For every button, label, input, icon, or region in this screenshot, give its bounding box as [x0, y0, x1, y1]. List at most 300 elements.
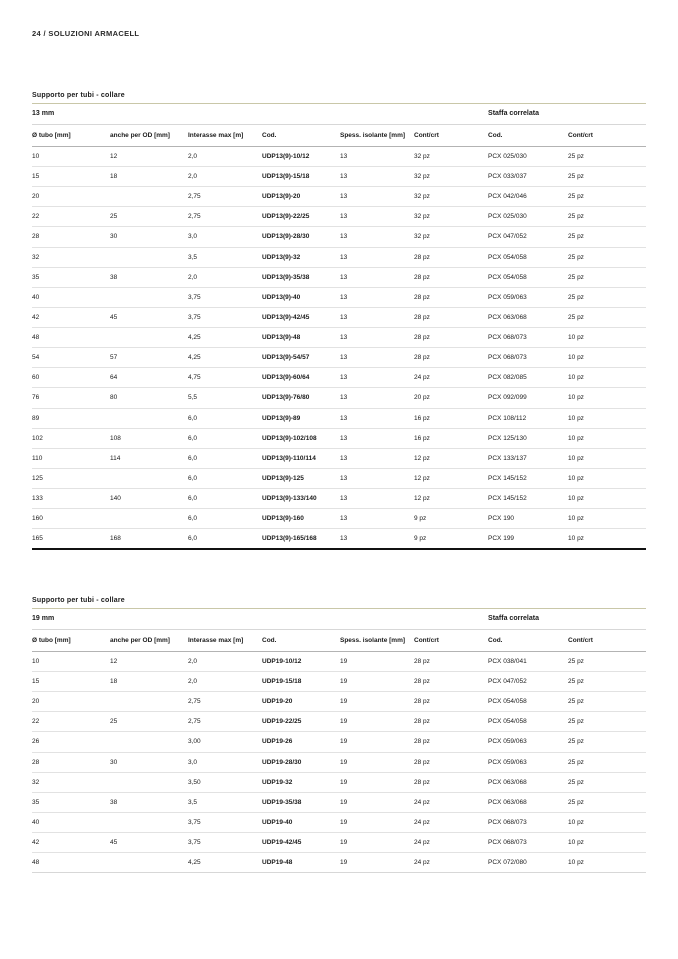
- cell-code: UDP19-10/12: [262, 651, 340, 671]
- cell-tube-diameter: 22: [32, 207, 110, 227]
- cell-quantity-per-carton: 28 pz: [414, 247, 488, 267]
- column-header-bracket-quantity: Cont/crt: [568, 124, 646, 146]
- block-title: Supporto per tubi - collare: [32, 92, 646, 104]
- cell-quantity-per-carton: 24 pz: [414, 812, 488, 832]
- cell-code: UDP13(9)-110/114: [262, 448, 340, 468]
- cell-max-spacing: 2,0: [188, 146, 262, 166]
- cell-max-spacing: 3,0: [188, 752, 262, 772]
- cell-quantity-per-carton: 28 pz: [414, 328, 488, 348]
- column-header-tube-diameter: Ø tubo [mm]: [32, 629, 110, 651]
- table-row: [32, 468, 646, 488]
- cell-tube-diameter: 160: [32, 509, 110, 529]
- cell-bracket-code: PCX 092/099: [488, 388, 568, 408]
- cell-also-for-od: 80: [110, 388, 188, 408]
- cell-bracket-quantity: 25 pz: [568, 146, 646, 166]
- column-header-bracket-code: Cod.: [488, 629, 568, 651]
- cell-tube-diameter: 125: [32, 468, 110, 488]
- cell-insulation-thickness: 13: [340, 368, 414, 388]
- table-header-row: [32, 124, 646, 146]
- cell-quantity-per-carton: 28 pz: [414, 651, 488, 671]
- cell-bracket-code: PCX 059/063: [488, 287, 568, 307]
- cell-bracket-code: PCX 108/112: [488, 408, 568, 428]
- cell-max-spacing: 2,0: [188, 672, 262, 692]
- cell-insulation-thickness: 19: [340, 651, 414, 671]
- cell-tube-diameter: 133: [32, 489, 110, 509]
- cell-max-spacing: 3,5: [188, 792, 262, 812]
- cell-code: UDP19-20: [262, 692, 340, 712]
- cell-max-spacing: 2,75: [188, 187, 262, 207]
- spec-table: [32, 609, 646, 872]
- cell-tube-diameter: 165: [32, 535, 43, 543]
- column-header-code: Cod.: [262, 124, 340, 146]
- cell-max-spacing: 3,5: [188, 247, 262, 267]
- cell-quantity-per-carton: 12 pz: [414, 468, 488, 488]
- cell-code: UDP13(9)-28/30: [262, 227, 340, 247]
- cell-max-spacing: 6,0: [188, 428, 262, 448]
- cell-code: UDP13(9)-40: [262, 287, 340, 307]
- cell-also-for-od: 140: [110, 489, 188, 509]
- cell-bracket-code: PCX 068/073: [488, 328, 568, 348]
- cell-max-spacing: 3,50: [188, 772, 262, 792]
- cell-code: UDP19-42/45: [262, 833, 340, 853]
- cell-insulation-thickness: 19: [340, 772, 414, 792]
- cell-bracket-quantity: 10 pz: [568, 859, 584, 867]
- cell-also-for-od: [110, 692, 188, 712]
- cell-also-for-od: 38: [110, 792, 188, 812]
- thickness-row: [32, 104, 646, 124]
- cell-code: UDP19-22/25: [262, 712, 340, 732]
- cell-max-spacing: 3,75: [188, 287, 262, 307]
- table-row: [32, 752, 646, 772]
- cell-quantity-per-carton: 20 pz: [414, 388, 488, 408]
- cell-bracket-code: PCX 063/068: [488, 772, 568, 792]
- cell-bracket-code: PCX 063/068: [488, 792, 568, 812]
- cell-bracket-code: PCX 054/058: [488, 247, 568, 267]
- cell-insulation-thickness: 13: [340, 287, 414, 307]
- table-row: [32, 227, 646, 247]
- cell-bracket-quantity: 10 pz: [568, 535, 584, 543]
- cell-code: UDP13(9)-102/108: [262, 428, 340, 448]
- cell-bracket-code: PCX 025/030: [488, 146, 568, 166]
- cell-insulation-thickness: 13: [340, 146, 414, 166]
- cell-insulation-thickness: 13: [340, 267, 414, 287]
- cell-quantity-per-carton: 12 pz: [414, 448, 488, 468]
- table-row: [32, 448, 646, 468]
- cell-max-spacing: 6,0: [188, 489, 262, 509]
- cell-tube-diameter: 48: [32, 859, 40, 867]
- table-row: [32, 207, 646, 227]
- thickness-label: 13 mm: [32, 104, 488, 124]
- cell-code: UDP13(9)-54/57: [262, 348, 340, 368]
- cell-bracket-quantity: 25 pz: [568, 692, 646, 712]
- table-row: [32, 853, 646, 873]
- cell-max-spacing: 3,75: [188, 307, 262, 327]
- cell-bracket-code: PCX 054/058: [488, 712, 568, 732]
- cell-also-for-od: [110, 408, 188, 428]
- cell-bracket-code: PCX 068/073: [488, 812, 568, 832]
- thickness-row: [32, 609, 646, 629]
- cell-max-spacing: 4,25: [188, 348, 262, 368]
- cell-code: UDP13(9)-35/38: [262, 267, 340, 287]
- cell-bracket-code: PCX 068/073: [488, 348, 568, 368]
- table-row: [32, 529, 646, 549]
- cell-code: UDP13(9)-20: [262, 187, 340, 207]
- cell-bracket-code: PCX 145/152: [488, 468, 568, 488]
- cell-tube-diameter: 42: [32, 307, 110, 327]
- cell-insulation-thickness: 19: [340, 712, 414, 732]
- column-header-quantity-per-carton: Cont/crt: [414, 124, 488, 146]
- cell-insulation-thickness: 19: [340, 732, 414, 752]
- cell-bracket-quantity: 25 pz: [568, 712, 646, 732]
- column-header-bracket-quantity: Cont/crt: [568, 629, 646, 651]
- table-row: [32, 307, 646, 327]
- table-row: [32, 692, 646, 712]
- table-bottom-rule: [32, 872, 646, 873]
- cell-also-for-od: [110, 732, 188, 752]
- table-row: [32, 428, 646, 448]
- table-row: [32, 348, 646, 368]
- cell-also-for-od: [110, 509, 188, 529]
- cell-bracket-quantity: 10 pz: [568, 489, 646, 509]
- table-row: [32, 328, 646, 348]
- cell-quantity-per-carton: 16 pz: [414, 428, 488, 448]
- cell-insulation-thickness: 13: [340, 408, 414, 428]
- cell-bracket-quantity: 25 pz: [568, 772, 646, 792]
- cell-max-spacing: 2,75: [188, 712, 262, 732]
- cell-code: UDP19-28/30: [262, 752, 340, 772]
- cell-also-for-od: [110, 468, 188, 488]
- cell-code: UDP13(9)-60/64: [262, 368, 340, 388]
- table-row: [32, 247, 646, 267]
- cell-bracket-quantity: 25 pz: [568, 247, 646, 267]
- cell-bracket-quantity: 10 pz: [568, 833, 646, 853]
- cell-also-for-od: 25: [110, 207, 188, 227]
- cell-insulation-thickness: 13: [340, 468, 414, 488]
- cell-bracket-code: PCX 059/063: [488, 752, 568, 772]
- cell-tube-diameter: 10: [32, 146, 110, 166]
- cell-quantity-per-carton: 28 pz: [414, 287, 488, 307]
- block-title: Supporto per tubi - collare: [32, 597, 646, 609]
- table-row: [32, 792, 646, 812]
- cell-max-spacing: 4,75: [188, 368, 262, 388]
- cell-bracket-quantity: 10 pz: [568, 468, 646, 488]
- cell-bracket-code: PCX 042/046: [488, 187, 568, 207]
- cell-insulation-thickness: 13: [340, 448, 414, 468]
- cell-bracket-code: PCX 038/041: [488, 651, 568, 671]
- table-row: [32, 732, 646, 752]
- cell-also-for-od: [110, 772, 188, 792]
- cell-quantity-per-carton: 24 pz: [414, 792, 488, 812]
- cell-also-for-od: 30: [110, 227, 188, 247]
- cell-bracket-quantity: 25 pz: [568, 672, 646, 692]
- cell-quantity-per-carton: 28 pz: [414, 752, 488, 772]
- table-row: [32, 651, 646, 671]
- cell-bracket-quantity: 10 pz: [568, 428, 646, 448]
- cell-max-spacing: 2,0: [188, 267, 262, 287]
- cell-insulation-thickness: 19: [340, 752, 414, 772]
- cell-also-for-od: [110, 287, 188, 307]
- column-header-max-spacing: Interasse max [m]: [188, 629, 262, 651]
- cell-also-for-od: 114: [110, 448, 188, 468]
- cell-insulation-thickness: 13: [340, 348, 414, 368]
- cell-insulation-thickness: 19: [340, 692, 414, 712]
- cell-quantity-per-carton: 28 pz: [414, 692, 488, 712]
- cell-tube-diameter: 35: [32, 267, 110, 287]
- cell-code: UDP13(9)-165/168: [262, 535, 317, 543]
- cell-bracket-quantity: 10 pz: [568, 408, 646, 428]
- cell-bracket-quantity: 25 pz: [568, 792, 646, 812]
- cell-tube-diameter: 35: [32, 792, 110, 812]
- cell-quantity-per-carton: 24 pz: [414, 368, 488, 388]
- cell-code: UDP19-48: [262, 859, 293, 867]
- cell-quantity-per-carton: 28 pz: [414, 732, 488, 752]
- cell-quantity-per-carton: 24 pz: [414, 833, 488, 853]
- cell-tube-diameter: 28: [32, 227, 110, 247]
- cell-bracket-quantity: 10 pz: [568, 448, 646, 468]
- cell-tube-diameter: 20: [32, 692, 110, 712]
- cell-max-spacing: 3,75: [188, 812, 262, 832]
- cell-code: UDP13(9)-10/12: [262, 146, 340, 166]
- cell-quantity-per-carton: 32 pz: [414, 167, 488, 187]
- cell-also-for-od: 18: [110, 672, 188, 692]
- cell-bracket-quantity: 10 pz: [568, 812, 646, 832]
- cell-insulation-thickness: 13: [340, 247, 414, 267]
- cell-bracket-code: PCX 199: [488, 535, 515, 543]
- cell-insulation-thickness: 19: [340, 812, 414, 832]
- cell-tube-diameter: 76: [32, 388, 110, 408]
- cell-insulation-thickness: 19: [340, 833, 414, 853]
- table-row: [32, 833, 646, 853]
- cell-bracket-quantity: 10 pz: [568, 368, 646, 388]
- cell-code: UDP13(9)-42/45: [262, 307, 340, 327]
- cell-max-spacing: 6,0: [188, 535, 198, 543]
- cell-bracket-code: PCX 054/058: [488, 692, 568, 712]
- table-row: [32, 509, 646, 529]
- cell-quantity-per-carton: 28 pz: [414, 267, 488, 287]
- cell-also-for-od: 168: [110, 535, 121, 543]
- cell-tube-diameter: 15: [32, 672, 110, 692]
- cell-bracket-code: PCX 047/052: [488, 672, 568, 692]
- cell-max-spacing: 3,00: [188, 732, 262, 752]
- column-header-insulation-thickness: Spess. isolante [mm]: [340, 124, 414, 146]
- cell-code: UDP19-40: [262, 812, 340, 832]
- cell-insulation-thickness: 13: [340, 227, 414, 247]
- cell-tube-diameter: 60: [32, 368, 110, 388]
- cell-max-spacing: 3,0: [188, 227, 262, 247]
- cell-insulation-thickness: 19: [340, 672, 414, 692]
- column-header-insulation-thickness: Spess. isolante [mm]: [340, 629, 414, 651]
- cell-tube-diameter: 32: [32, 772, 110, 792]
- thickness-label: 19 mm: [32, 609, 488, 629]
- cell-bracket-code: PCX 082/085: [488, 368, 568, 388]
- cell-quantity-per-carton: 32 pz: [414, 227, 488, 247]
- cell-also-for-od: 45: [110, 833, 188, 853]
- cell-bracket-code: PCX 125/130: [488, 428, 568, 448]
- cell-code: UDP13(9)-22/25: [262, 207, 340, 227]
- cell-also-for-od: 45: [110, 307, 188, 327]
- cell-max-spacing: 2,0: [188, 167, 262, 187]
- cell-bracket-quantity: 25 pz: [568, 732, 646, 752]
- cell-tube-diameter: 40: [32, 812, 110, 832]
- cell-tube-diameter: 26: [32, 732, 110, 752]
- cell-quantity-per-carton: 9 pz: [414, 535, 427, 543]
- table-row: [32, 388, 646, 408]
- cell-bracket-code: PCX 133/137: [488, 448, 568, 468]
- page-header: 24 / SOLUZIONI ARMACELL: [32, 29, 140, 38]
- cell-bracket-code: PCX 054/058: [488, 267, 568, 287]
- cell-also-for-od: [110, 187, 188, 207]
- cell-tube-diameter: 102: [32, 428, 110, 448]
- cell-max-spacing: 4,25: [188, 328, 262, 348]
- cell-tube-diameter: 110: [32, 448, 110, 468]
- cell-code: UDP13(9)-15/18: [262, 167, 340, 187]
- cell-insulation-thickness: 13: [340, 388, 414, 408]
- cell-bracket-quantity: 25 pz: [568, 307, 646, 327]
- cell-insulation-thickness: 13: [340, 187, 414, 207]
- cell-bracket-quantity: 25 pz: [568, 287, 646, 307]
- cell-insulation-thickness: 13: [340, 207, 414, 227]
- cell-insulation-thickness: 13: [340, 307, 414, 327]
- cell-max-spacing: 2,75: [188, 207, 262, 227]
- table-bottom-rule: [32, 548, 646, 550]
- cell-bracket-code: PCX 145/152: [488, 489, 568, 509]
- table-row: [32, 167, 646, 187]
- column-header-code: Cod.: [262, 629, 340, 651]
- cell-insulation-thickness: 13: [340, 489, 414, 509]
- cell-bracket-quantity: 10 pz: [568, 388, 646, 408]
- cell-also-for-od: [110, 812, 188, 832]
- cell-tube-diameter: 48: [32, 328, 110, 348]
- cell-bracket-code: PCX 063/068: [488, 307, 568, 327]
- cell-bracket-code: PCX 025/030: [488, 207, 568, 227]
- cell-bracket-code: PCX 072/080: [488, 859, 527, 867]
- cell-bracket-quantity: 10 pz: [568, 328, 646, 348]
- related-bracket-label: Staffa correlata: [488, 609, 646, 629]
- cell-also-for-od: 108: [110, 428, 188, 448]
- cell-code: UDP13(9)-133/140: [262, 489, 340, 509]
- cell-insulation-thickness: 19: [340, 792, 414, 812]
- cell-max-spacing: 6,0: [188, 468, 262, 488]
- cell-tube-diameter: 22: [32, 712, 110, 732]
- cell-code: UDP13(9)-76/80: [262, 388, 340, 408]
- cell-max-spacing: 6,0: [188, 448, 262, 468]
- cell-bracket-code: PCX 033/037: [488, 167, 568, 187]
- cell-tube-diameter: 20: [32, 187, 110, 207]
- cell-quantity-per-carton: 32 pz: [414, 207, 488, 227]
- cell-bracket-quantity: 25 pz: [568, 227, 646, 247]
- table-row: [32, 267, 646, 287]
- cell-insulation-thickness: 19: [340, 859, 348, 867]
- cell-also-for-od: 57: [110, 348, 188, 368]
- cell-max-spacing: 3,75: [188, 833, 262, 853]
- column-header-also-for-od: anche per OD [mm]: [110, 629, 188, 651]
- cell-max-spacing: 2,0: [188, 651, 262, 671]
- cell-bracket-quantity: 25 pz: [568, 752, 646, 772]
- cell-tube-diameter: 32: [32, 247, 110, 267]
- cell-insulation-thickness: 13: [340, 509, 414, 529]
- cell-quantity-per-carton: 12 pz: [414, 489, 488, 509]
- table-row: [32, 146, 646, 166]
- cell-bracket-quantity: 25 pz: [568, 651, 646, 671]
- related-bracket-label: Staffa correlata: [488, 104, 646, 124]
- cell-bracket-quantity: 25 pz: [568, 187, 646, 207]
- cell-insulation-thickness: 13: [340, 535, 348, 543]
- cell-tube-diameter: 54: [32, 348, 110, 368]
- cell-quantity-per-carton: 28 pz: [414, 772, 488, 792]
- cell-quantity-per-carton: 28 pz: [414, 348, 488, 368]
- column-header-max-spacing: Interasse max [m]: [188, 124, 262, 146]
- table-row: [32, 408, 646, 428]
- cell-bracket-code: PCX 068/073: [488, 833, 568, 853]
- cell-also-for-od: 30: [110, 752, 188, 772]
- cell-code: UDP13(9)-89: [262, 408, 340, 428]
- cell-also-for-od: 18: [110, 167, 188, 187]
- cell-code: UDP13(9)-48: [262, 328, 340, 348]
- cell-max-spacing: 6,0: [188, 408, 262, 428]
- cell-also-for-od: [110, 247, 188, 267]
- cell-code: UDP19-26: [262, 732, 340, 752]
- cell-bracket-quantity: 25 pz: [568, 207, 646, 227]
- cell-bracket-quantity: 10 pz: [568, 348, 646, 368]
- cell-quantity-per-carton: 9 pz: [414, 509, 488, 529]
- table-row: [32, 672, 646, 692]
- column-header-quantity-per-carton: Cont/crt: [414, 629, 488, 651]
- cell-code: UDP13(9)-125: [262, 468, 340, 488]
- cell-code: UDP19-32: [262, 772, 340, 792]
- table-row: [32, 812, 646, 832]
- cell-quantity-per-carton: 28 pz: [414, 672, 488, 692]
- cell-quantity-per-carton: 28 pz: [414, 307, 488, 327]
- cell-code: UDP19-15/18: [262, 672, 340, 692]
- cell-bracket-code: PCX 190: [488, 509, 568, 529]
- cell-bracket-quantity: 25 pz: [568, 167, 646, 187]
- cell-code: UDP13(9)-160: [262, 509, 340, 529]
- cell-tube-diameter: 89: [32, 408, 110, 428]
- table-header-row: [32, 629, 646, 651]
- cell-also-for-od: [110, 853, 188, 873]
- cell-insulation-thickness: 13: [340, 428, 414, 448]
- table-row: [32, 187, 646, 207]
- cell-code: UDP13(9)-32: [262, 247, 340, 267]
- cell-max-spacing: 6,0: [188, 509, 262, 529]
- table-row: [32, 489, 646, 509]
- table-block-19mm: [32, 597, 646, 873]
- table-row: [32, 712, 646, 732]
- cell-quantity-per-carton: 16 pz: [414, 408, 488, 428]
- cell-insulation-thickness: 13: [340, 328, 414, 348]
- table-row: [32, 772, 646, 792]
- cell-also-for-od: [110, 328, 188, 348]
- column-header-tube-diameter: Ø tubo [mm]: [32, 124, 110, 146]
- spec-table: [32, 104, 646, 548]
- cell-tube-diameter: 10: [32, 651, 110, 671]
- column-header-bracket-code: Cod.: [488, 124, 568, 146]
- cell-also-for-od: 12: [110, 651, 188, 671]
- cell-tube-diameter: 28: [32, 752, 110, 772]
- cell-tube-diameter: 40: [32, 287, 110, 307]
- cell-also-for-od: 12: [110, 146, 188, 166]
- cell-code: UDP19-35/38: [262, 792, 340, 812]
- cell-bracket-code: PCX 059/063: [488, 732, 568, 752]
- table-row: [32, 368, 646, 388]
- cell-bracket-quantity: 25 pz: [568, 267, 646, 287]
- cell-quantity-per-carton: 32 pz: [414, 187, 488, 207]
- cell-max-spacing: 5,5: [188, 388, 262, 408]
- cell-bracket-code: PCX 047/052: [488, 227, 568, 247]
- cell-quantity-per-carton: 28 pz: [414, 712, 488, 732]
- cell-insulation-thickness: 13: [340, 167, 414, 187]
- cell-tube-diameter: 42: [32, 833, 110, 853]
